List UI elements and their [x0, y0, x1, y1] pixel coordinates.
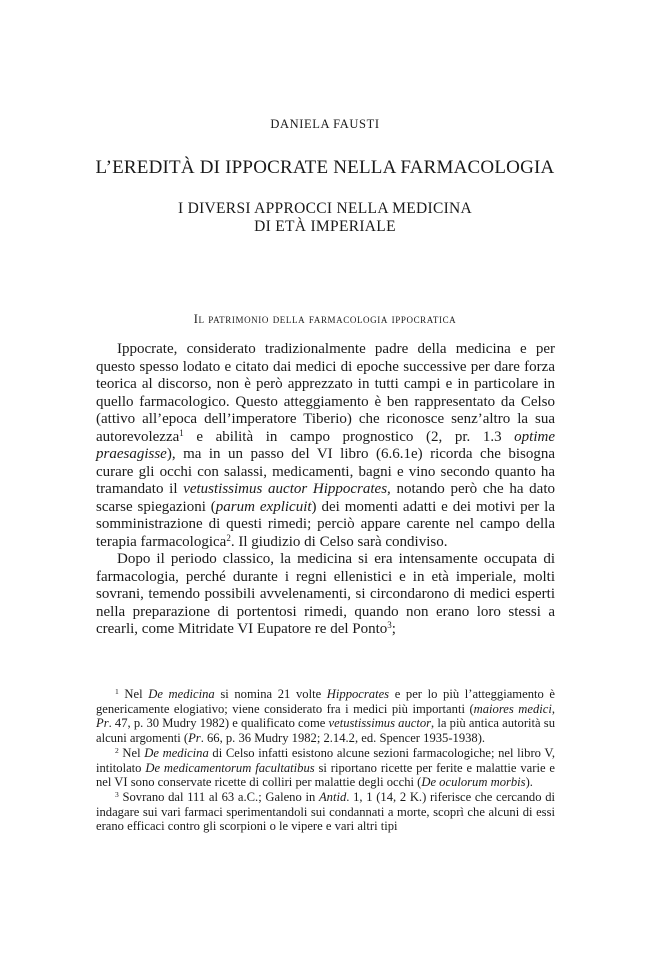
- subtitle-line-2: DI ETÀ IMPERIALE: [254, 218, 396, 235]
- text-run: ;: [391, 621, 396, 637]
- text-run: Ippocrate, considerato tradizionalmente padre della medicina e per questo spesso lodato e citato dai medici di epoche successive per dare forza teorica al discorso, non è però apprezzato in tutti campi e in particolare in quello farmacologico. Questo atteggiamento è ben rappresentato da Celso (attivo all’epoca dell’imperatore Tiberio) che riconosce senz’altro la sua autorevolezza: [96, 341, 555, 445]
- text-run: si nomina 21 volte: [214, 687, 327, 701]
- latin-term: Pr: [96, 716, 109, 731]
- text-run: Nel: [118, 745, 145, 760]
- text-run: . Il giudizio di Celso sarà condiviso.: [230, 533, 448, 550]
- latin-term: Pr: [188, 731, 201, 746]
- article-subtitle: [0, 200, 650, 236]
- latin-quote: parum explicuit: [215, 498, 312, 515]
- latin-quote: optime praesagisse: [96, 428, 555, 462]
- footnote-number: 3: [115, 789, 119, 799]
- work-title: Antid: [318, 789, 347, 804]
- latin-quote: vetustissimus auctor Hippocrates: [183, 481, 388, 497]
- article-title: L’EREDITÀ DI IPPOCRATE NELLA FARMACOLOGIA: [95, 157, 555, 178]
- text-run: Nel: [118, 687, 149, 701]
- work-title: De medicina: [148, 687, 215, 701]
- latin-term: maiores medici: [473, 701, 552, 716]
- text-run: ).: [525, 775, 533, 790]
- work-title: De medicina: [144, 745, 209, 760]
- latin-term: vetustissimus auctor: [328, 716, 432, 731]
- body-paragraph-1: [96, 341, 555, 551]
- text-run: ), ma in un passo del VI libro (6.6.1e) ricorda che bisogna curare gli occhi con salassi, medicamenti, bagni e vino secondo quanto ha tramandato il: [96, 446, 555, 497]
- work-title: De oculorum morbis: [421, 775, 526, 790]
- author-name: DANIELA FAUSTI: [270, 117, 380, 131]
- latin-term: Hippocrates: [326, 687, 390, 701]
- text-run: di Celso infatti esistono alcune sezioni farmacologiche; nel libro V, intitolato: [96, 745, 555, 775]
- text-run: si riportano ricette per ferite e malattie varie e nel VI sono conservate ricette di colliri per malattie degli occhi (: [96, 760, 556, 790]
- footnote-1: [96, 687, 555, 746]
- text-run: Dopo il periodo classico, la medicina si era intensamente occupata di farmacologia, perché durante i regni ellenistici e in età imperiale, molti sovrani, temendo possibili avvelenamenti, si circondarono di medici esperti nella preparazione di portentosi rimedi, quando non erano loro stessi a crearli, come Mitridate VI Eupatore re del Ponto: [96, 551, 555, 637]
- text-run: Sovrano dal 111 al 63 a.C.; Galeno in: [118, 789, 319, 804]
- footnote-2: [96, 746, 555, 790]
- text-run: e per lo più l’atteggiamento è genericamente elogiativo; viene considerato fra i medici più importanti (: [96, 687, 555, 716]
- footnote-number: 1: [115, 686, 119, 696]
- subtitle-line-1: I DIVERSI APPROCCI NELLA MEDICINA: [177, 200, 473, 217]
- section-heading: Il patrimonio della farmacologia ippocratica: [193, 312, 457, 326]
- footnote-ref-3: 3: [387, 620, 392, 631]
- text-run: , notando però che ha dato scarse spiegazioni (: [96, 481, 555, 515]
- footnote-ref-1: 1: [179, 427, 184, 438]
- footnote-ref-2: 2: [226, 532, 231, 543]
- footnote-3: [96, 790, 555, 834]
- text-run: . 47, p. 30 Mudry 1982) e qualificato come: [108, 716, 329, 731]
- text-run: ) dei momenti adatti e dei motivi per la somministrazione di questi rimedi; perciò appare carente nel campo della terapia farmacologica: [96, 498, 555, 550]
- work-title: De medicamentorum facultatibus: [145, 760, 315, 775]
- text-run: . 66, p. 36 Mudry 1982; 2.14.2, ed. Spencer 1935-1938).: [200, 731, 486, 746]
- text-run: ,: [551, 701, 555, 716]
- footnote-number: 2: [115, 745, 119, 755]
- footnotes: [96, 687, 555, 834]
- body-text: [96, 341, 555, 639]
- text-run: e abilità in campo prognostico (2, pr. 1.3: [183, 428, 515, 445]
- body-paragraph-2: [96, 551, 555, 639]
- text-run: , la più antica autorità su alcuni argomenti (: [96, 716, 555, 746]
- text-run: . 1, 1 (14, 2 K.) riferisce che cercando di indagare sui vari farmaci sperimentandoli sui condannati a morte, scoprì che alcuni di essi erano efficaci contro gli scorpioni o le vipere e vari altri tipi: [96, 789, 555, 834]
